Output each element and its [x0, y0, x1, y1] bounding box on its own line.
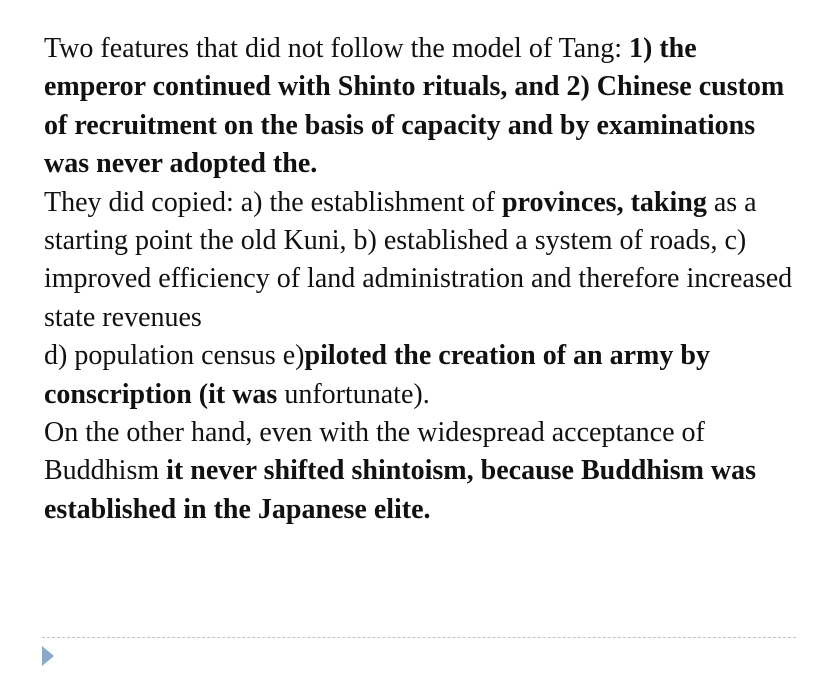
text-run: They did copied: a) the establishment of [44, 186, 502, 218]
text-run: d) population census e) [44, 340, 305, 372]
bold-text-run: 1) the emperor continued with Shinto rituals, and 2) Chinese custom of recruitment on the basis of capacity and by examinations was never adopted the. [44, 33, 785, 180]
footer-divider [42, 637, 796, 638]
text-run: On the other hand, even with the widespread acceptance of Buddhism [44, 417, 705, 487]
paragraph-copied-features [44, 184, 804, 414]
text-run: Two features that did not follow the model of Tang: [44, 33, 629, 64]
bold-text-run: provinces, taking [501, 186, 707, 218]
paragraph-tang-differences [44, 30, 804, 184]
bold-text-run: piloted the creation of an army by conscription (it was [44, 340, 710, 410]
text-run: unfortunate). [277, 378, 430, 410]
text-run: as a starting point the old Kuni, b) established a system of roads, c) improved efficiency of land administration and therefore increased state revenues [44, 186, 793, 333]
paragraph-buddhism [44, 414, 804, 529]
bold-text-run: it never shifted shintoism, because Buddhism was established in the Japanese elite. [44, 455, 757, 525]
slide-body-text [44, 30, 804, 529]
triangle-right-icon [42, 646, 54, 666]
